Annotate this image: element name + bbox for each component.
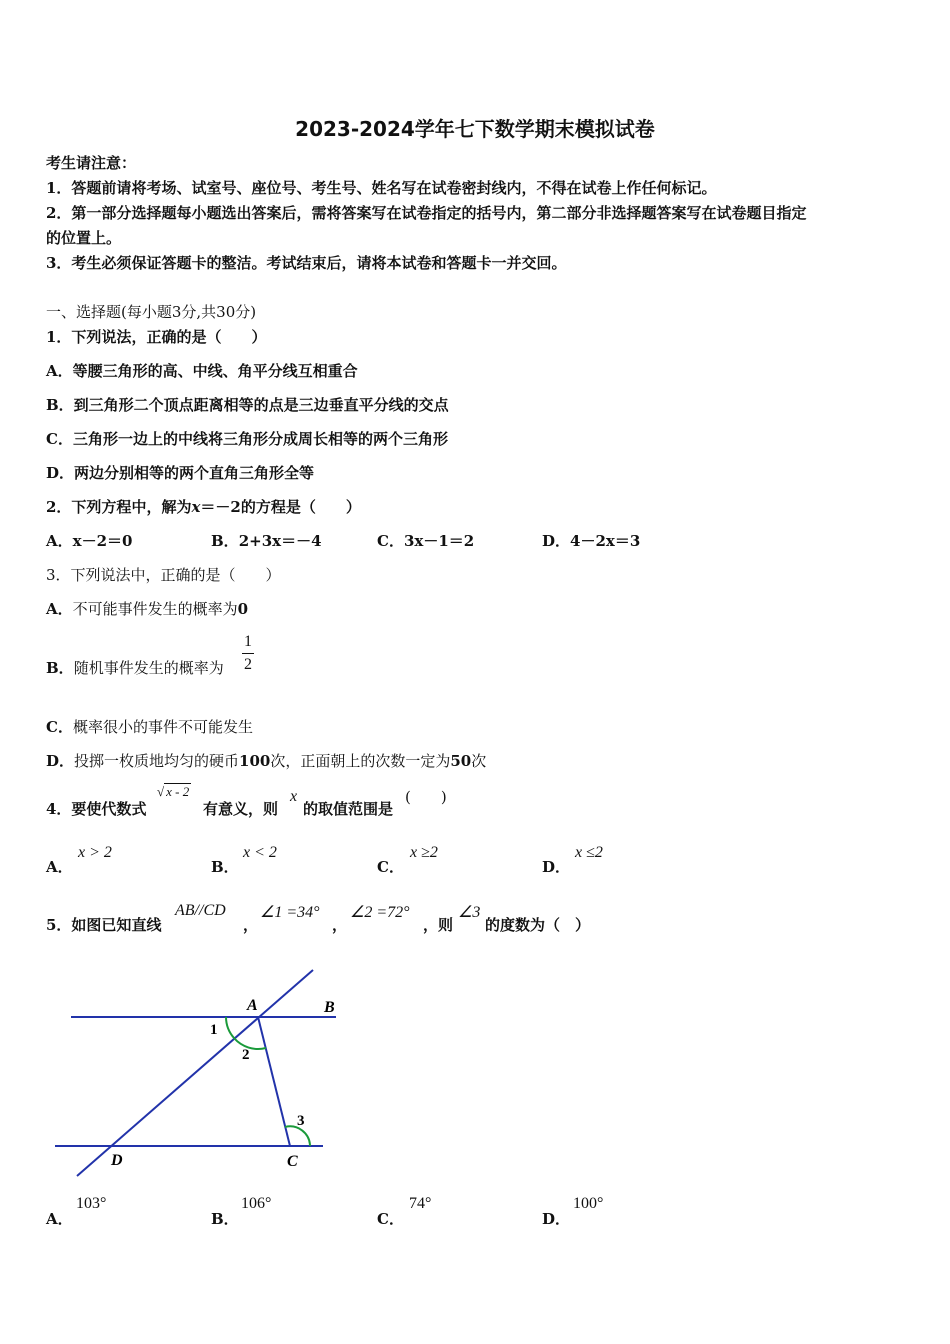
q5-option-c: 74° (409, 1195, 432, 1212)
q4-option-d: x ≤2 (575, 844, 603, 861)
q4-paren: ( ) (405, 788, 447, 806)
label-d: D (111, 1152, 123, 1169)
angle-2-arc (234, 1038, 266, 1049)
q4-radical: √ x - 2 (157, 784, 190, 799)
q5-math-parallel: AB//CD (175, 902, 226, 919)
q5-option-a: 103° (76, 1195, 107, 1212)
q3-option-d: D．投掷一枚质地均匀的硬币100次，正面朝上的次数一定为50次 (46, 752, 487, 770)
q2-stem: 2．下列方程中，解为x＝－2的方程是（ ） (46, 498, 361, 516)
q1-option-a: A．等腰三角形的高、中线、角平分线互相重合 (46, 362, 358, 380)
q2-option-a: A．x－2＝0 (46, 532, 133, 550)
q3-option-c: C．概率很小的事件不可能发生 (46, 718, 253, 736)
q4-var-x: x (290, 788, 298, 805)
notice-item-3: 3．考生必须保证答题卡的整洁。考试结束后，请将本试卷和答题卡一并交回。 (46, 254, 567, 272)
q4-stem-pre: 4．要使代数式 (46, 800, 147, 818)
q4-option-d-label: D． (542, 858, 571, 876)
q4-option-c-label: C． (377, 858, 404, 876)
q5-figure (50, 962, 350, 1184)
q5-math-angle1: ∠1 =34° (260, 904, 320, 921)
q5-option-d-label: D． (542, 1210, 571, 1228)
q4-option-a-label: A． (46, 858, 73, 876)
notice-item-1: 1．答题前请将考场、试室号、座位号、考生号、姓名写在试卷密封线内，不得在试卷上作任何标记。 (46, 179, 717, 197)
q5-option-c-label: C． (377, 1210, 404, 1228)
label-angle-3: 3 (297, 1113, 305, 1129)
notice-item-2-cont: 的位置上。 (46, 229, 122, 247)
q2-option-d: D．4－2x＝3 (542, 532, 641, 550)
notice-item-2: 2．第一部分选择题每小题选出答案后，需将答案写在试卷指定的括号内，第二部分非选择题答案写在试卷题目指定 (46, 204, 807, 222)
q1-option-c: C．三角形一边上的中线将三角形分成周长相等的两个三角形 (46, 430, 448, 448)
q2-option-c: C．3x－1＝2 (377, 532, 475, 550)
q4-option-c: x ≥2 (410, 844, 438, 861)
q3-stem: 3．下列说法中，正确的是（ ） (46, 566, 281, 584)
q5-option-d: 100° (573, 1195, 604, 1212)
q1-option-b: B．到三角形二个顶点距离相等的点是三边垂直平分线的交点 (46, 396, 449, 414)
q5-math-angle2: ∠2 =72° (350, 904, 410, 921)
q5-math-angle3: ∠3 (458, 904, 481, 921)
label-a: A (247, 997, 258, 1014)
page-title: 2023-2024学年七下数学期末模拟试卷 (295, 117, 655, 141)
q4-stem-mid: 有意义，则 (203, 800, 279, 818)
label-angle-2: 2 (242, 1047, 250, 1063)
q4-stem-post: 的取值范围是 (303, 800, 394, 818)
label-c: C (287, 1153, 298, 1170)
q1-stem: 1．下列说法，正确的是（ ） (46, 328, 267, 346)
angle-1-arc (226, 1017, 234, 1038)
q5-sep-3: ，则 (423, 916, 454, 934)
q4-option-b: x < 2 (243, 844, 277, 861)
label-b: B (324, 999, 335, 1016)
q5-sep-1: ， (243, 916, 259, 934)
section-heading: 一、选择题(每小题3分,共30分) (46, 303, 257, 321)
q4-option-a: x > 2 (78, 844, 112, 861)
q5-option-a-label: A． (46, 1210, 73, 1228)
q3-option-b: B．随机事件发生的概率为 (46, 659, 224, 677)
label-angle-1: 1 (210, 1022, 218, 1038)
q3-option-a: A．不可能事件发生的概率为0 (46, 600, 249, 618)
notice-heading: 考生请注意： (46, 154, 137, 172)
q5-option-b: 106° (241, 1195, 272, 1212)
q3-option-b-fraction: 1 2 (244, 633, 252, 673)
q5-stem-post: 的度数为（ ） (485, 916, 591, 934)
q5-option-b-label: B． (211, 1210, 239, 1228)
q5-stem-pre: 5．如图已知直线 (46, 916, 162, 934)
q2-option-b: B．2+3x＝－4 (211, 532, 322, 550)
q5-sep-2: ， (332, 916, 348, 934)
q4-option-b-label: B． (211, 858, 239, 876)
q1-option-d: D．两边分别相等的两个直角三角形全等 (46, 464, 315, 482)
